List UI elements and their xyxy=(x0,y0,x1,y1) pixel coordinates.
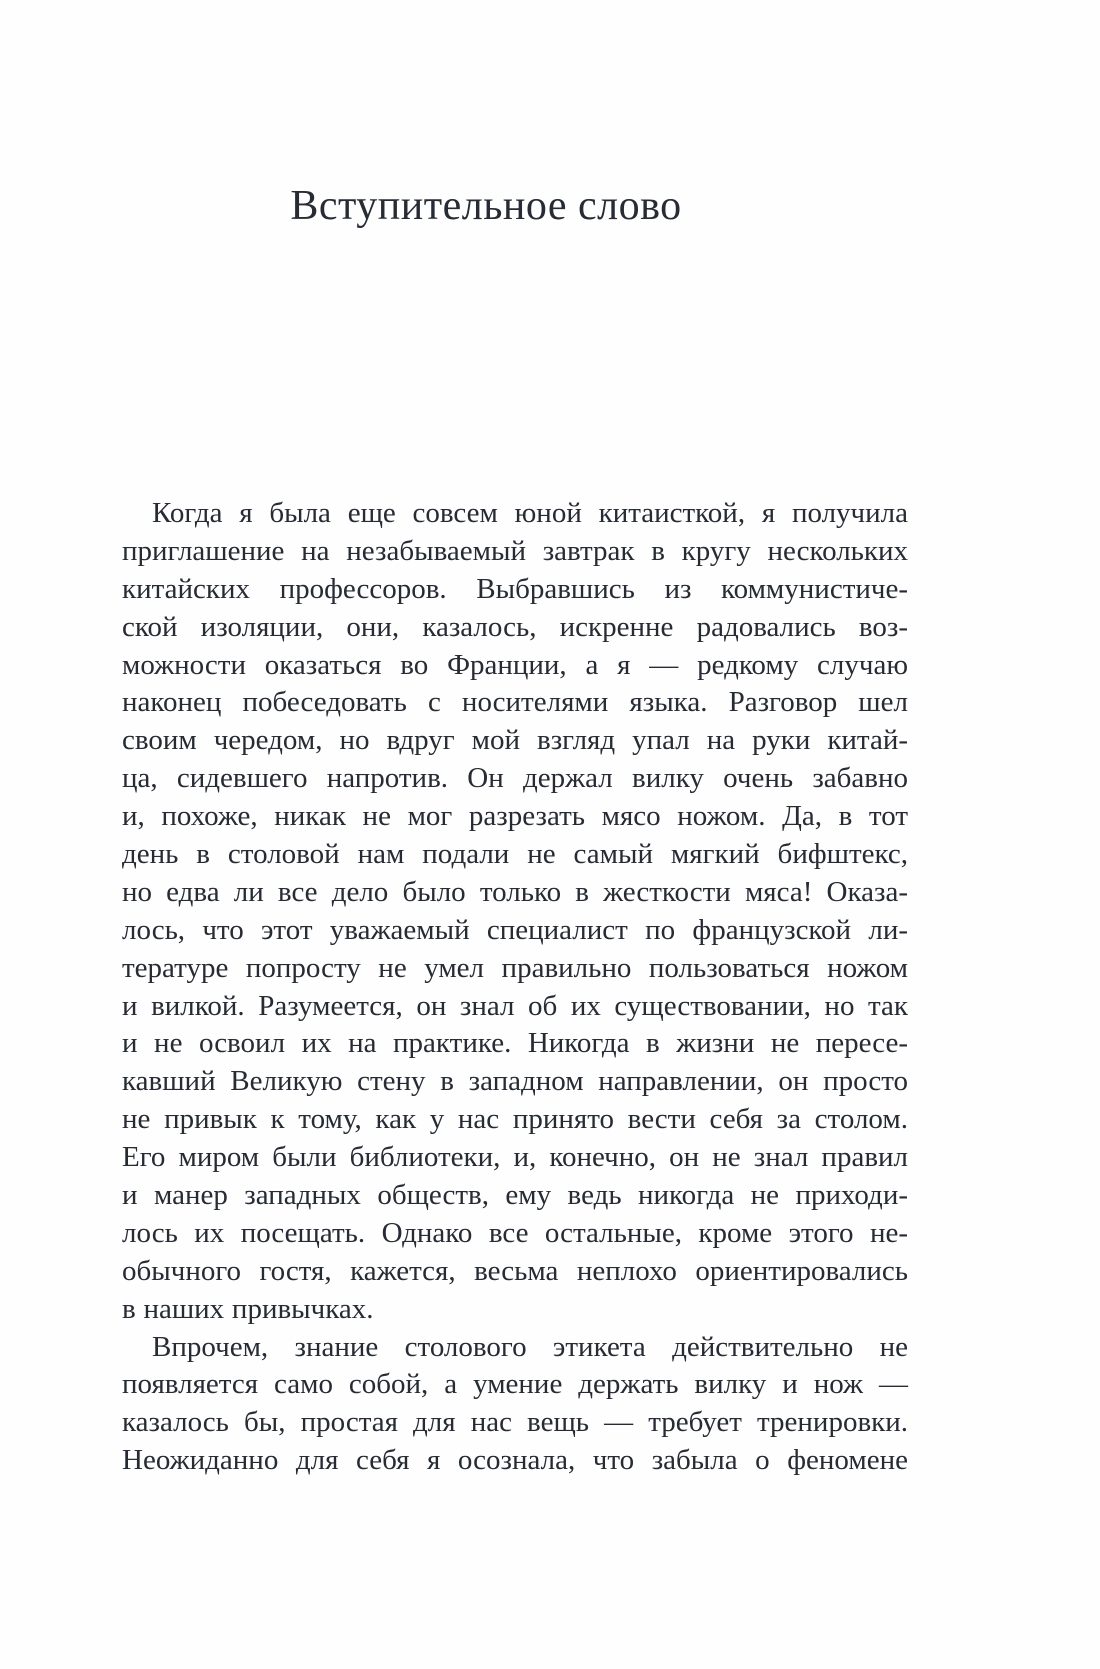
text-line: и, похоже, никак не мог разрезать мясо ножом. Да, в тот xyxy=(122,800,908,833)
chapter-title: Вступительное слово xyxy=(290,183,682,229)
text-line: Неожиданно для себя я осознала, что забыла о феномене xyxy=(122,1444,908,1477)
text-line: день в столовой нам подали не самый мягкий бифштекс, xyxy=(122,838,908,871)
text-line: появляется само собой, а умение держать вилку и нож — xyxy=(122,1368,908,1401)
text-line: и не освоил их на практике. Никогда в жизни не пересе- xyxy=(122,1027,908,1060)
text-line: можности оказаться во Франции, а я — редкому случаю xyxy=(122,648,908,681)
text-line: китайских профессоров. Выбравшись из коммунистиче- xyxy=(122,572,908,605)
text-line: ца, сидевшего напротив. Он держал вилку очень забавно xyxy=(122,762,908,795)
text-line: кавший Великую стену в западном направлении, он просто xyxy=(122,1065,908,1098)
text-line: Его миром были библиотеки, и, конечно, он не знал правил xyxy=(122,1141,908,1174)
text-line: но едва ли все дело было только в жесткости мяса! Оказа- xyxy=(122,875,908,908)
text-line: тературе попросту не умел правильно пользоваться ножом xyxy=(122,951,908,984)
text-line: лось, что этот уважаемый специалист по французской ли- xyxy=(122,913,908,946)
text-line: лось их посещать. Однако все остальные, кроме этого не- xyxy=(122,1216,908,1249)
text-line: ской изоляции, они, казалось, искренне радовались воз- xyxy=(122,610,908,643)
text-line: и манер западных обществ, ему ведь никогда не приходи- xyxy=(122,1179,908,1212)
text-line: не привык к тому, как у нас принято вести себя за столом. xyxy=(122,1103,908,1136)
body-text xyxy=(122,495,908,1480)
text-line: в наших привычках. xyxy=(122,1292,374,1325)
text-line: наконец побеседовать с носителями языка. Разговор шел xyxy=(122,686,908,719)
text-line: своим чередом, но вдруг мой взгляд упал на руки китай- xyxy=(122,724,908,757)
text-line: приглашение на незабываемый завтрак в кругу нескольких xyxy=(122,534,908,567)
text-line: обычного гостя, кажется, весьма неплохо ориентировались xyxy=(122,1254,908,1287)
text-line: Когда я была еще совсем юной китаисткой, я получила xyxy=(152,497,908,529)
text-line: Впрочем, знание столового этикета действительно не xyxy=(152,1330,908,1363)
text-line: казалось бы, простая для нас вещь — требует тренировки. xyxy=(122,1406,908,1439)
text-line: и вилкой. Разумеется, он знал об их существовании, но так xyxy=(122,989,908,1022)
